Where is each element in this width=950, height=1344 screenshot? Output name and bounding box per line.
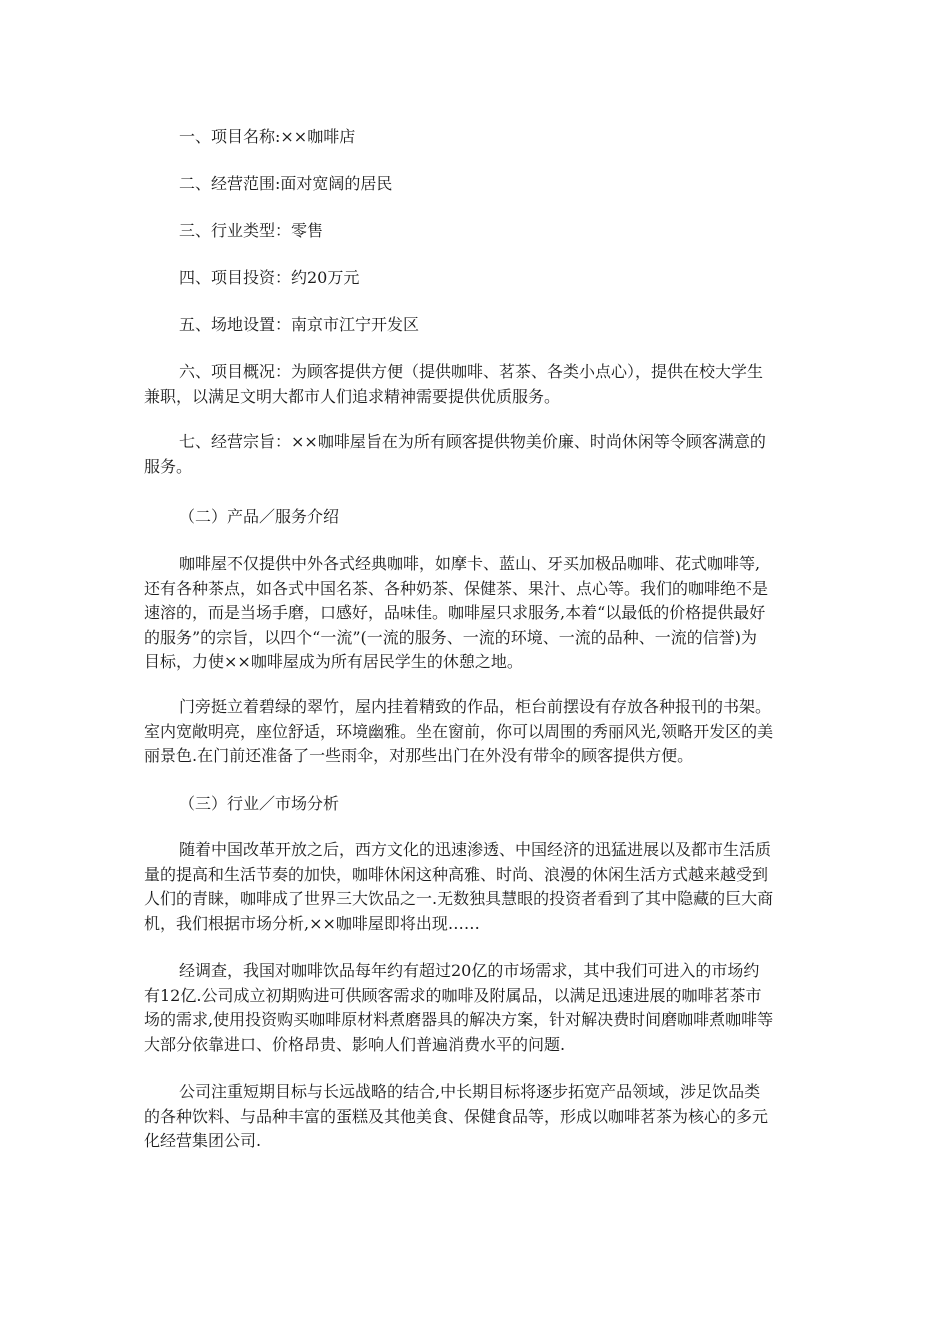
paragraph-market-background [144,838,810,936]
text-line: 公司注重短期目标与长远战略的结合,中长期目标将逐步拓宽产品领域，涉足饮品类 [179,1082,761,1101]
text-line: 速溶的，而是当场手磨，口感好，品味佳。咖啡屋只求服务,本着“以最低的价格提供最好 [144,603,766,622]
heading-text: （三）行业／市场分析 [179,794,340,813]
text-line: 化经营集团公司. [144,1131,262,1150]
text-line: 二、经营范围:面对宽阔的居民 [179,174,393,193]
text-line: 服务。 [144,456,193,476]
text-line: 咖啡屋不仅提供中外各式经典咖啡，如摩卡、蓝山、牙买加极品咖啡、花式咖啡等, [179,554,761,573]
text-line: 随着中国改革开放之后，西方文化的迅速渗透、中国经济的迅猛进展以及都市生活质 [179,840,772,859]
section-item-location [144,313,810,338]
section-heading-products [144,505,810,530]
text-line: 五、场地设置：南京市江宁开发区 [179,315,420,334]
text-line: 的服务”的宗旨，以四个“一流”(一流的服务、一流的环境、一流的品种、一流的信誉)为 [144,627,758,647]
section-item-purpose [144,430,810,479]
section-item-overview [144,360,810,409]
text-line: 还有各种茶点，如各式中国名茶、各种奶茶、保健茶、果汁、点心等。我们的咖啡绝不是 [144,578,769,598]
text-line: 经调查，我国对咖啡饮品每年约有超过20亿的市场需求，其中我们可进入的市场约 [179,961,760,980]
section-item-investment [144,266,810,291]
text-line: 丽景色.在门前还准备了一些雨伞，对那些出门在外没有带伞的顾客提供方便。 [144,746,694,765]
text-line: 大部分依靠进口、价格昂贵、影响人们普遍消费水平的问题. [144,1034,566,1054]
text-line: 三、行业类型：零售 [179,221,324,240]
text-line: 四、项目投资：约20万元 [179,268,360,287]
text-line: 机，我们根据市场分析,××咖啡屋即将出现…… [144,913,480,933]
text-line: 一、项目名称:××咖啡店 [179,127,356,146]
text-line: 室内宽敞明亮，座位舒适，环境幽雅。坐在窗前，你可以周围的秀丽风光,领略开发区的美 [144,721,774,741]
text-line: 场的需求,使用投资购买咖啡原材料煮磨器具的解决方案，针对解决费时间磨咖啡煮咖啡等 [144,1010,774,1029]
paragraph-strategy [144,1080,810,1154]
section-heading-market [144,792,810,817]
paragraph-environment [144,695,810,769]
text-line: 目标，力使××咖啡屋成为所有居民学生的休憩之地。 [144,652,523,671]
text-line: 量的提高和生活节奏的加快，咖啡休闲这种高雅、时尚、浪漫的休闲生活方式越来越受到 [144,864,769,884]
paragraph-market-survey [144,959,810,1057]
text-line: 兼职，以满足文明大都市人们追求精神需要提供优质服务。 [144,386,561,406]
text-line: 七、经营宗旨：××咖啡屋旨在为所有顾客提供物美价廉、时尚休闲等令顾客满意的 [179,432,766,451]
text-line: 的各种饮料、与品种丰富的蛋糕及其他美食、保健食品等，形成以咖啡茗茶为核心的多元 [144,1106,769,1126]
section-item-industry-type [144,219,810,244]
heading-text: （二）产品／服务介绍 [179,507,340,526]
text-line: 六、项目概况：为顾客提供方便（提供咖啡、茗茶、各类小点心），提供在校大学生 [179,362,764,381]
paragraph-products [144,552,810,675]
section-item-project-name [144,125,810,150]
text-line: 门旁挺立着碧绿的翠竹，屋内挂着精致的作品，柜台前摆设有存放各种报刊的书架。 [179,697,772,716]
text-line: 有12亿.公司成立初期购进可供顾客需求的咖啡及附属品，以满足迅速进展的咖啡茗茶市 [144,985,762,1005]
section-item-business-scope [144,172,810,197]
text-line: 人们的青睐，咖啡成了世界三大饮品之一.无数独具慧眼的投资者看到了其中隐藏的巨大商 [144,889,774,908]
